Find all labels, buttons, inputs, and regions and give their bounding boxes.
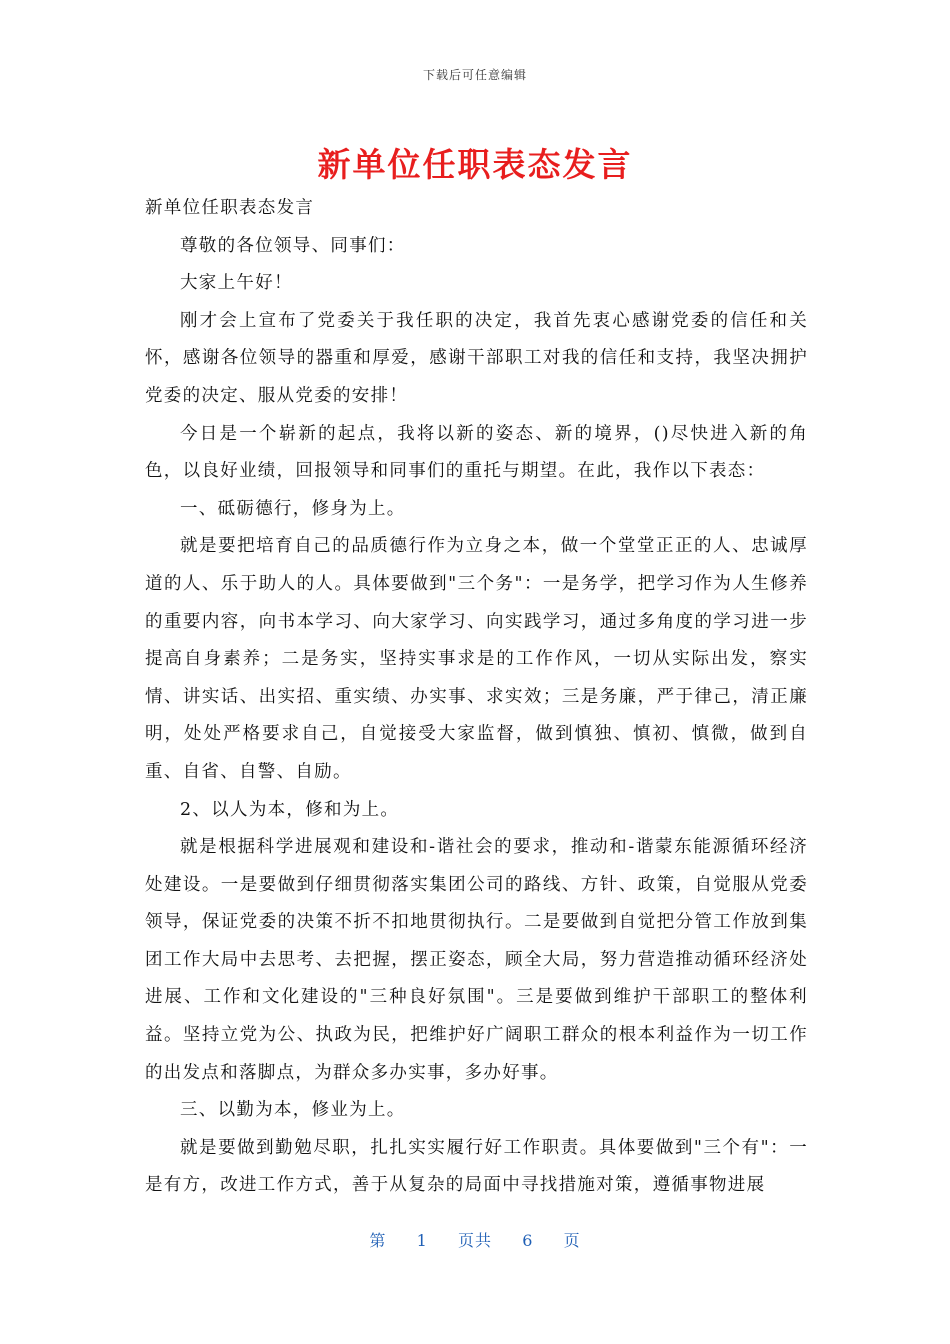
paragraph: 就是根据科学进展观和建设和-谐社会的要求，推动和-谐蒙东能源循环经济处建设。一是要做到仔细贯彻落实集团公司的路线、方针、政策，自觉服从党委领导，保证党委的决策不折不扣地贯彻执行。二是要做到自觉把分管工作放到集团工作大局中去思考、去把握，摆正姿态，顾全大局，努力营造推动循环经济处进展、工作和文化建设的"三种良好氛围"。三是要做到维护干部职工的整体利益。坚持立党为公、执政为民，把维护好广阔职工群众的根本利益作为一切工作的出发点和落脚点，为群众多办实事，多办好事。 (145, 837, 808, 1083)
page-suffix: 页 (563, 1231, 581, 1250)
salutation: 尊敬的各位领导、同事们： (180, 235, 406, 256)
header-note: 下载后可任意编辑 (422, 68, 527, 82)
greeting: 大家上午好！ (180, 273, 293, 294)
total-label: 页共 (457, 1231, 492, 1250)
document-body (145, 190, 808, 1205)
paragraph: 就是要做到勤勉尽职，扎扎实实履行好工作职责。具体要做到"三个有"：一是有方，改进工作方式，善于从复杂的局面中寻找措施对策，遵循事物进展 (145, 1137, 808, 1196)
total-pages: 6 (522, 1231, 534, 1250)
page-number: 1 (416, 1231, 428, 1250)
section-heading: 三、以勤为本，修业为上。 (180, 1100, 406, 1121)
section-heading: 一、砥砺德行，修身为上。 (180, 498, 406, 519)
paragraph: 刚才会上宣布了党委关于我任职的决定，我首先衷心感谢党委的信任和关怀，感谢各位领导的器重和厚爱，感谢干部职工对我的信任和支持，我坚决拥护党委的决定、服从党委的安排！ (145, 310, 808, 406)
body-subtitle: 新单位任职表态发言 (145, 198, 315, 218)
paragraph: 就是要把培育自己的品质德行作为立身之本，做一个堂堂正正的人、忠诚厚道的人、乐于助人的人。具体要做到"三个务"：一是务学，把学习作为人生修养的重要内容，向书本学习、向大家学习、向实践学习，通过多角度的学习进一步提高自身素养；二是务实，坚持实事求是的工作作风，一切从实际出发，察实情、讲实话、出实招、重实绩、办实事、求实效；三是务廉，严于律己，清正廉明，处处严格要求自己，自觉接受大家监督，做到慎独、慎初、慎微，做到自重、自省、自警、自励。 (145, 536, 808, 782)
paragraph: 今日是一个崭新的起点，我将以新的姿态、新的境界，()尽快进入新的角色，以良好业绩，回报领导和同事们的重托与期望。在此，我作以下表态： (145, 423, 808, 482)
page-footer (0, 1228, 950, 1251)
page-label: 第 (369, 1231, 387, 1250)
section-heading: 2、以人为本，修和为上。 (180, 799, 400, 820)
document-title: 新单位任职表态发言 (317, 145, 633, 184)
